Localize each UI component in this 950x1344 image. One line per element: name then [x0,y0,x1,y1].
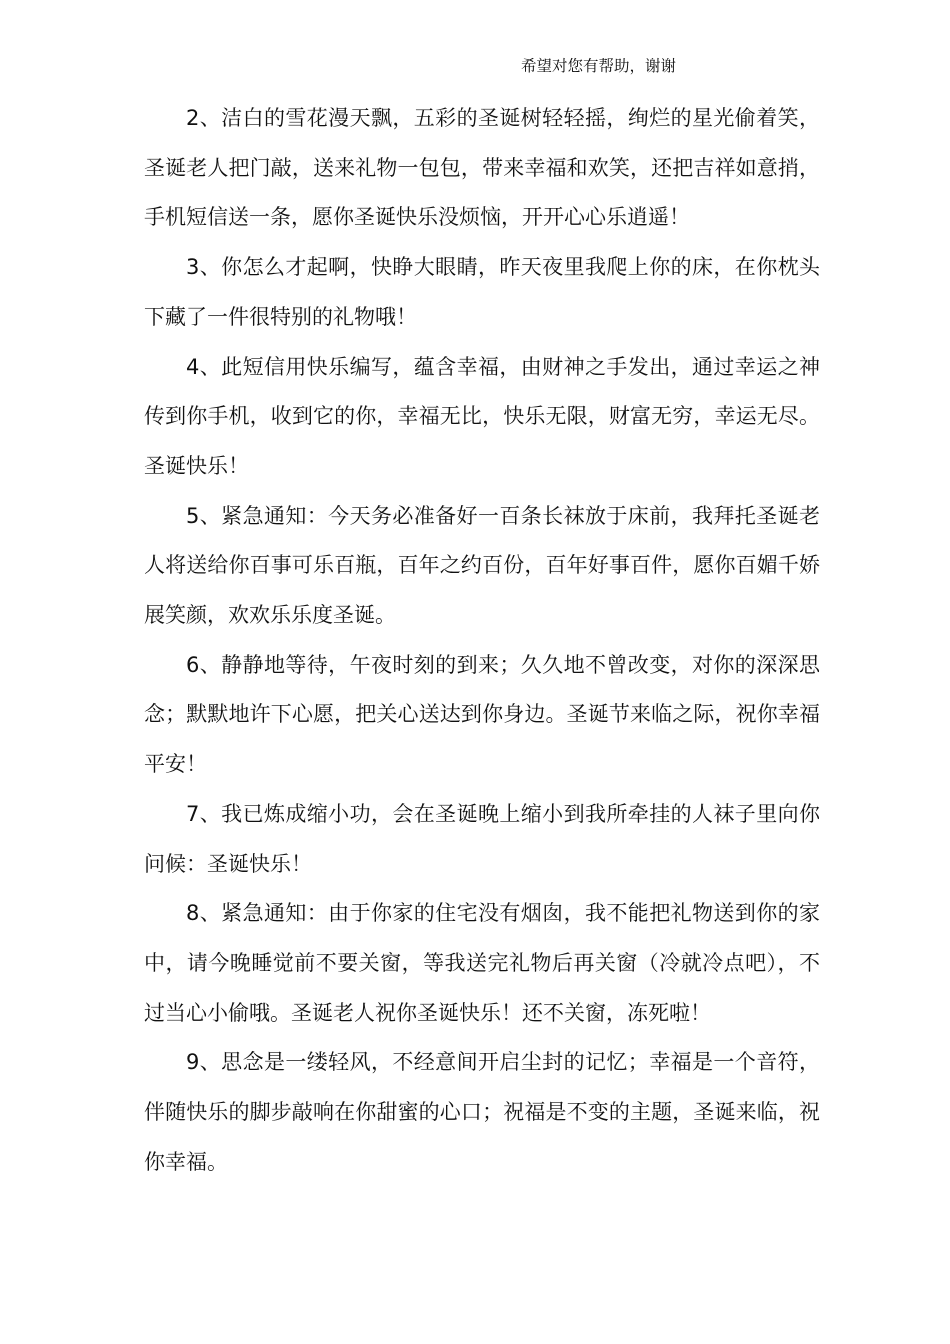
paragraph-9: 9、思念是一缕轻风，不经意间开启尘封的记忆；幸福是一个音符，伴随快乐的脚步敲响在你甜蜜的心口；祝福是不变的主题，圣诞来临，祝你幸福。 [144,1050,820,1174]
paragraph-5: 5、紧急通知：今天务必准备好一百条长袜放于床前，我拜托圣诞老人将送给你百事可乐百瓶，百年之约百份，百年好事百件，愿你百媚千娇展笑颜，欢欢乐乐度圣诞。 [144,503,820,628]
paragraph-2: 2、洁白的雪花漫天飘，五彩的圣诞树轻轻摇，绚烂的星光偷着笑，圣诞老人把门敲，送来礼物一包包，带来幸福和欢笑，还把吉祥如意捎，手机短信送一条，愿你圣诞快乐没烦恼，开开心心乐逍遥！ [144,106,820,230]
paragraph-3: 3、你怎么才起啊，快睁大眼睛，昨天夜里我爬上你的床，在你枕头下藏了一件很特别的礼物哦！ [144,255,820,329]
paragraph-4: 4、此短信用快乐编写，蕴含幸福，由财神之手发出，通过幸运之神传到你手机，收到它的你，幸福无比，快乐无限，财富无穷，幸运无尽。圣诞快乐！ [144,354,820,478]
paragraph-6: 6、静静地等待，午夜时刻的到来；久久地不曾改变，对你的深深思念；默默地许下心愿，把关心送达到你身边。圣诞节来临之际，祝你幸福平安！ [144,652,820,777]
document-body [144,94,820,1187]
paragraph-7: 7、我已炼成缩小功，会在圣诞晚上缩小到我所牵挂的人袜子里向你问候：圣诞快乐！ [144,801,820,876]
header-note: 希望对您有帮助，谢谢 [521,57,677,75]
paragraph-8: 8、紧急通知：由于你家的住宅没有烟囱，我不能把礼物送到你的家中，请今晚睡觉前不要关窗，等我送完礼物后再关窗（冷就冷点吧），不过当心小偷哦。圣诞老人祝你圣诞快乐！还不关窗，冻死啦！ [144,901,820,1025]
